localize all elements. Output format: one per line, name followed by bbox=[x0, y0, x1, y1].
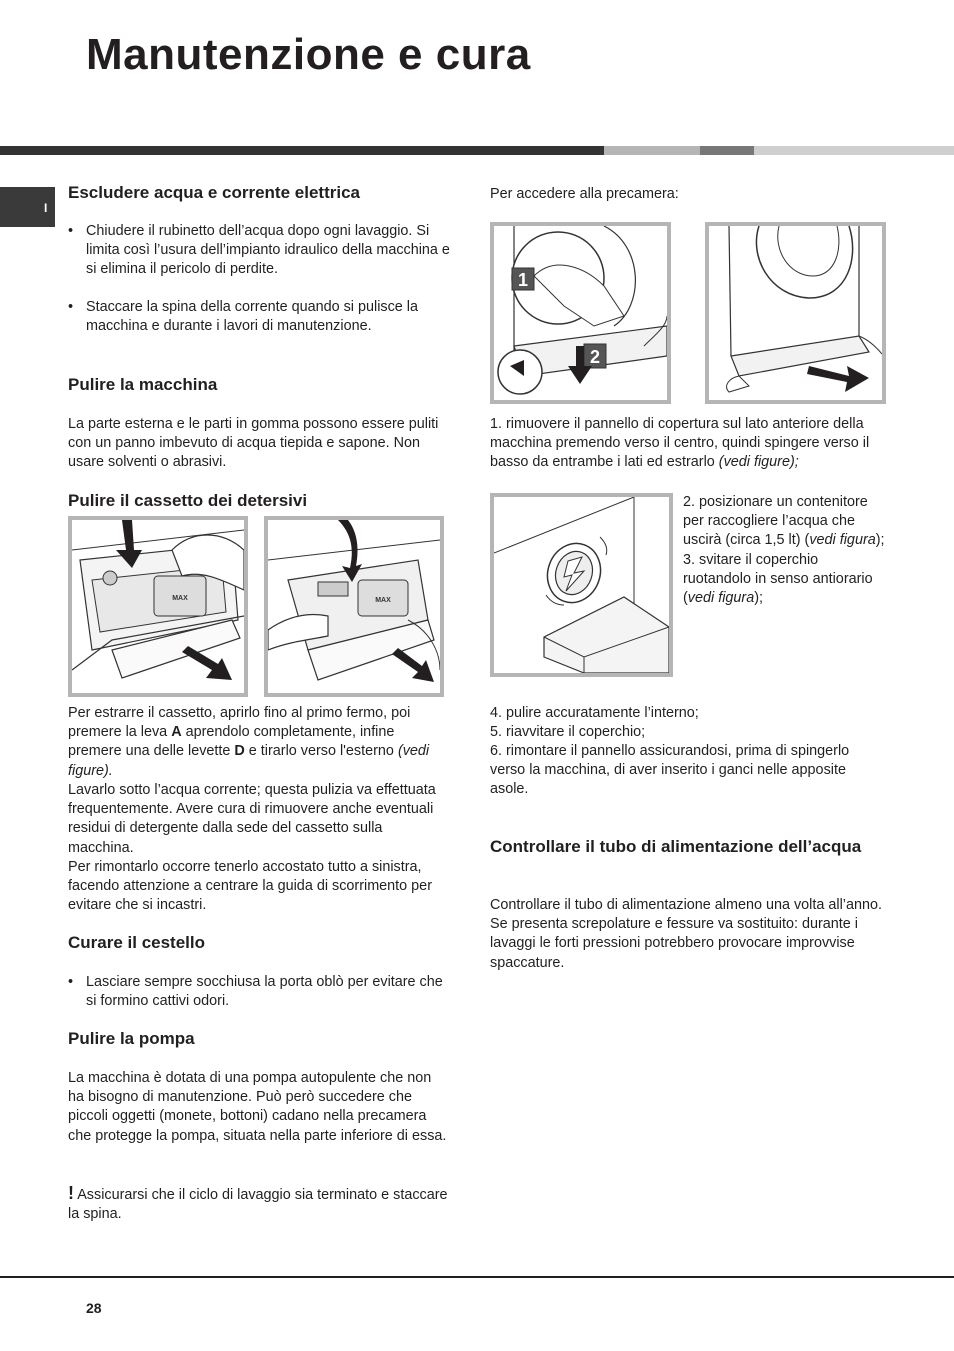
bullet-list-cestello bbox=[68, 973, 450, 1011]
drawer-max-label-2: MAX bbox=[375, 597, 391, 604]
heading-pulire-macchina: Pulire la macchina bbox=[68, 375, 218, 394]
header-bar-dark bbox=[0, 146, 604, 155]
drawer-max-label-1: MAX bbox=[172, 595, 188, 602]
header-bar-pale bbox=[754, 146, 954, 155]
header-bar-mid bbox=[700, 146, 754, 155]
figure-step-number-1: 1 bbox=[517, 270, 529, 290]
step-1: 1. rimuovere il pannello di copertura sul lato anteriore della macchina premendo verso il centro, quindi spingere verso il basso da entrambe i lati ed estrarlo (vedi figure); bbox=[490, 416, 870, 471]
heading-escludere: Escludere acqua e corrente elettrica bbox=[68, 183, 360, 202]
step-6: 6. rimontare il pannello assicurandosi, prima di spingerlo verso la macchina, di aver inserito i ganci nelle apposite asole. bbox=[490, 743, 850, 798]
page-number: 28 bbox=[86, 1300, 102, 1316]
drawer-illustration-2 bbox=[268, 520, 440, 693]
panel-press-illustration bbox=[494, 226, 667, 400]
paragraph-tubo: Controllare il tubo di alimentazione almeno una volta all’anno. Se presenta screpolature e fessure va sostituito: durante i lavaggi le forti pressioni potrebbero provocare improvvise spaccature. bbox=[490, 897, 882, 971]
step-4: 4. pulire accuratamente l’interno; bbox=[490, 705, 699, 721]
paragraph-pulire-macchina: La parte esterna e le parti in gomma possono essere puliti con un panno imbevuto di acqua tiepida e sapone. Non usare solventi o abrasivi. bbox=[68, 416, 439, 471]
figure-drawer-lever-d bbox=[264, 516, 444, 697]
figure-panel-press bbox=[490, 222, 671, 404]
header-bar-light bbox=[604, 146, 700, 155]
step-5: 5. riavvitare il coperchio; bbox=[490, 724, 646, 740]
figure-step-number-2: 2 bbox=[589, 347, 601, 367]
drawer-illustration-1 bbox=[72, 520, 244, 693]
panel-pull-illustration bbox=[709, 226, 882, 400]
list-item: • Lasciare sempre socchiusa la porta oblò per evitare che si formino cattivi odori. bbox=[68, 973, 450, 1011]
list-item: • Staccare la spina della corrente quando si pulisce la macchina e durante i lavori di manutenzione. bbox=[68, 298, 450, 336]
list-item: • Chiudere il rubinetto dell’acqua dopo ogni lavaggio. Si limita così l’usura dell’impianto idraulico della macchina e si elimina il pericolo di perdite. bbox=[68, 222, 450, 280]
steps-2-3 bbox=[683, 493, 888, 608]
figure-drawer-lever-a bbox=[68, 516, 248, 697]
heading-cestello: Curare il cestello bbox=[68, 933, 206, 952]
paragraph-cassetto-1: Per estrarre il cassetto, aprirlo fino al primo fermo, poi premere la leva A aprendolo completamente, infine premere una delle levette D e tirarlo verso l'esterno (vedi figure). bbox=[68, 705, 430, 779]
warning-icon: ! bbox=[68, 1183, 74, 1203]
heading-cassetto: Pulire il cassetto dei detersivi bbox=[68, 491, 308, 510]
language-tab bbox=[0, 187, 55, 227]
intro-precamera: Per accedere alla precamera: bbox=[490, 186, 679, 202]
warning-note: ! Assicurarsi che il ciclo di lavaggio sia terminato e staccare la spina. bbox=[68, 1183, 448, 1223]
paragraph-cassetto-3: Per rimontarlo occorre tenerlo accostato tutto a sinistra, facendo attenzione a centrare la guida di scorrimento per evitare che si incastri. bbox=[68, 859, 432, 914]
heading-pompa: Pulire la pompa bbox=[68, 1029, 195, 1048]
page-title: Manutenzione e cura bbox=[86, 30, 531, 79]
step-2: 2. posizionare un contenitore per raccogliere l’acqua che uscirà (circa 1,5 lt) (vedi figura); bbox=[683, 494, 885, 549]
bullet-list-escludere bbox=[68, 222, 450, 336]
pump-cover-illustration bbox=[494, 497, 669, 673]
paragraph-pompa: La macchina è dotata di una pompa autopulente che non ha bisogno di manutenzione. Può però succedere che piccoli oggetti (monete, bottoni) cadano nella precamera che protegge la pompa, situata nella parte inferiore di essa. bbox=[68, 1070, 447, 1144]
figure-panel-pull bbox=[705, 222, 886, 404]
paragraph-cassetto-2: Lavarlo sotto l’acqua corrente; questa pulizia va effettuata frequentemente. Avere cura di rimuovere anche eventuali residui di detergente dalla sede del cassetto sulla macchina. bbox=[68, 782, 436, 856]
figure-pump-cover bbox=[490, 493, 673, 677]
heading-tubo: Controllare il tubo di alimentazione dell’acqua bbox=[490, 837, 862, 856]
language-tab-label: I bbox=[44, 201, 48, 215]
footer-rule bbox=[0, 1276, 954, 1278]
step-3: 3. svitare il coperchio ruotandolo in senso antiorario (vedi figura); bbox=[683, 551, 873, 607]
